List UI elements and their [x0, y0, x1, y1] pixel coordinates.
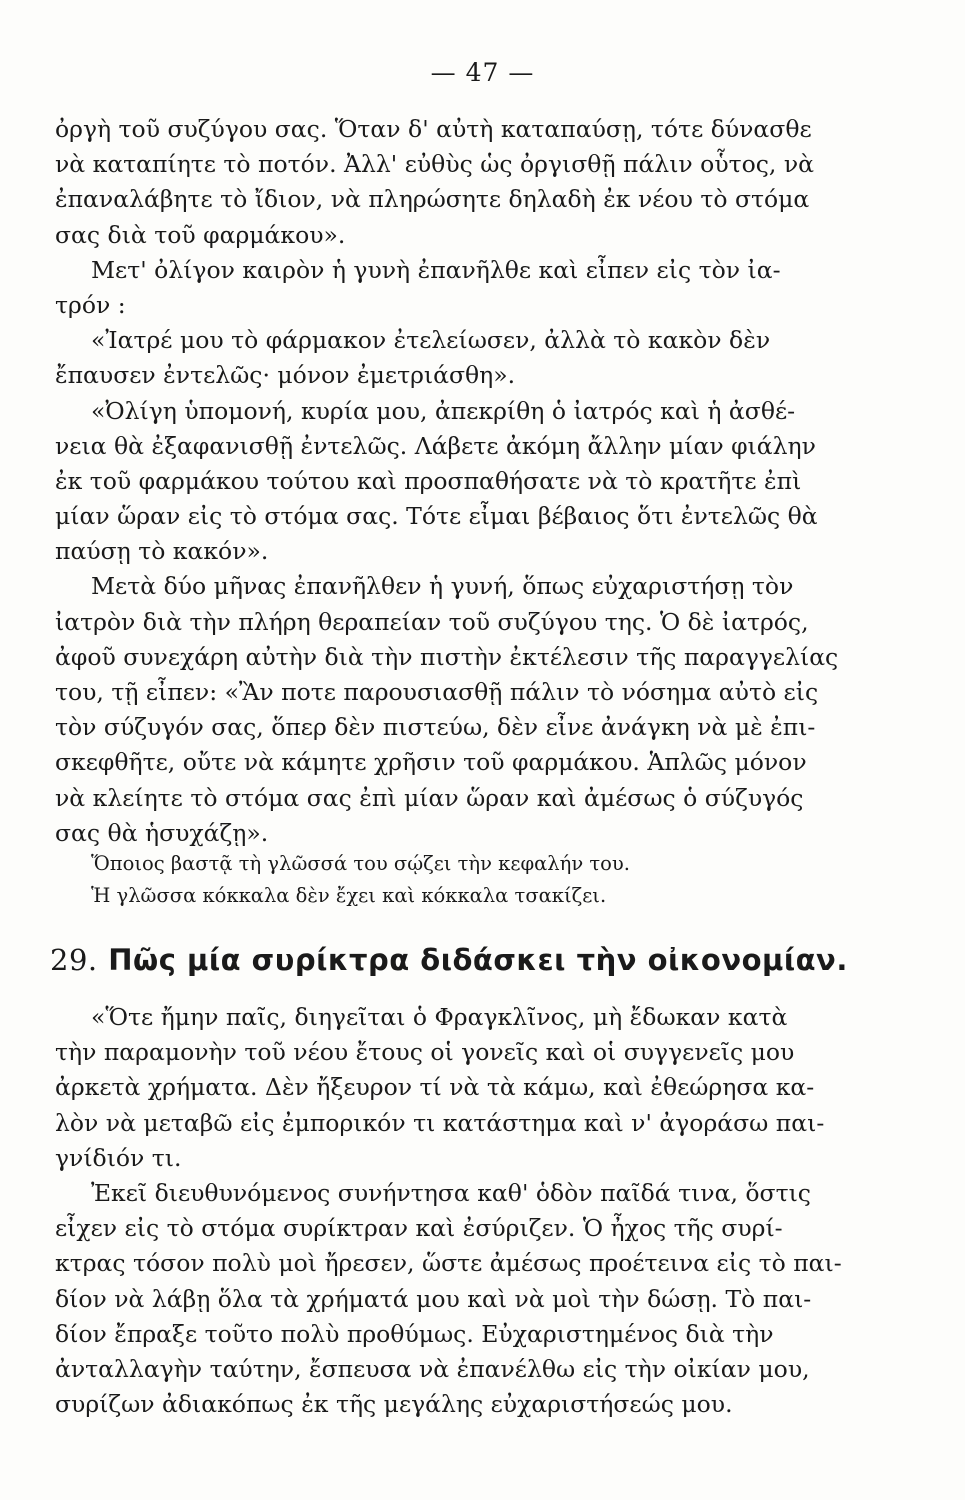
bottom-paragraphs — [55, 1000, 870, 1422]
text-line: Μετὰ δύο μῆνας ἐπανῆλθεν ἡ γυνή, ὅπως εὐχαριστήσῃ τὸν — [91, 572, 794, 601]
text-line: Ἐκεῖ διευθυνόμενος συνήντησα καθ' ὁδὸν παῖδά τινα, ὅστις — [91, 1178, 811, 1207]
proverb: Ἡ γλῶσσα κόκκαλα δὲν ἔχει καὶ κόκκαλα τσακίζει. — [91, 884, 607, 907]
text-line: ἀφοῦ συνεχάρη αὐτὴν διὰ τὴν πιστὴν ἐκτέλεσιν τῆς παραγγελίας — [55, 642, 839, 671]
text-line: «Ἰατρέ μου τὸ φάρμακον ἐτελείωσεν, ἀλλὰ τὸ κακὸν δὲν — [91, 326, 771, 355]
text-line: ἔπαυσεν ἐντελῶς· μόνον ἐμετριάσθη». — [55, 361, 516, 390]
text-line: γνίδιόν τι. — [55, 1143, 182, 1172]
text-line: δίον ἔπραξε τοῦτο πολὺ προθύμως. Εὐχαριστημένος διὰ τὴν — [55, 1319, 774, 1348]
text-line: παύσῃ τὸ κακόν». — [55, 537, 269, 566]
text-line: ἐκ τοῦ φαρμάκου τούτου καὶ προσπαθήσατε νὰ τὸ κρατῆτε ἐπὶ — [55, 466, 802, 495]
text-line: λὸν νὰ μεταβῶ εἰς ἐμπορικόν τι κατάστημα καὶ ν' ἀγοράσω παι- — [55, 1108, 825, 1137]
text-line: «Ὀλίγη ὑπομονή, κυρία μου, ἀπεκρίθη ὁ ἰατρός καὶ ἡ ἀσθέ- — [91, 396, 796, 425]
text-line: νὰ καταπίητε τὸ ποτόν. Ἀλλ' εὐθὺς ὡς ὀργισθῇ πάλιν οὗτος, νὰ — [55, 150, 815, 179]
text-line: τὴν παραμονὴν τοῦ νέου ἔτους οἱ γονεῖς καὶ οἱ συγγενεῖς μου — [55, 1038, 795, 1067]
text-line: Μετ' ὀλίγον καιρὸν ἡ γυνὴ ἐπανῆλθε καὶ εἶπεν εἰς τὸν ἰα- — [91, 255, 781, 284]
text-line: νὰ κλείητε τὸ στόμα σας ἐπὶ μίαν ὥραν καὶ ἀμέσως ὁ σύζυγός — [55, 783, 804, 812]
text-line: ἐπαναλάβητε τὸ ἴδιον, νὰ πληρώσητε δηλαδὴ ἐκ νέου τὸ στόμα — [55, 185, 810, 214]
text-line: τὸν σύζυγόν σας, ὅπερ δὲν πιστεύω, δὲν εἶνε ἀνάγκη νὰ μὲ ἐπι- — [55, 713, 816, 742]
text-line: νεια θὰ ἐξαφανισθῇ ἐντελῶς. Λάβετε ἀκόμη ἄλλην μίαν φιάλην — [55, 431, 816, 460]
text-line: ἰατρὸν διὰ τὴν πλήρη θεραπείαν τοῦ συζύγου της. Ὁ δὲ ἰατρός, — [55, 607, 809, 636]
text-line: εἶχεν εἰς τὸ στόμα συρίκτραν καὶ ἐσύριζεν. Ὁ ἦχος τῆς συρί- — [55, 1214, 783, 1243]
top-paragraphs — [55, 112, 870, 851]
text-line: ἀρκετὰ χρήματα. Δὲν ἤξευρον τί νὰ τὰ κάμω, καὶ ἐθεώρησα κα- — [55, 1073, 815, 1102]
section-heading — [50, 938, 880, 982]
section-title: Πῶς μία συρίκτρα διδάσκει τὴν οἰκονομίαν. — [108, 943, 848, 977]
text-line: συρίζων ἀδιακόπως ἐκ τῆς μεγάλης εὐχαριστήσεώς μου. — [55, 1390, 733, 1419]
text-line: σκεφθῆτε, οὔτε νὰ κάμητε χρῆσιν τοῦ φαρμάκου. Ἁπλῶς μόνον — [55, 748, 807, 777]
text-line: κτρας τόσον πολὺ μοὶ ἤρεσεν, ὥστε ἀμέσως προέτεινα εἰς τὸ παι- — [55, 1249, 842, 1278]
page-number: — 47 — — [430, 58, 535, 87]
text-line: ἀνταλλαγὴν ταύτην, ἔσπευσα νὰ ἐπανέλθω εἰς τὴν οἰκίαν μου, — [55, 1354, 810, 1383]
text-line: του, τῇ εἶπεν: «Ἂν ποτε παρουσιασθῇ πάλιν τὸ νόσημα αὐτὸ εἰς — [55, 678, 819, 706]
proverbs — [55, 848, 870, 912]
text-line: τρόν : — [55, 290, 126, 319]
section-number: 29. — [50, 943, 98, 977]
text-line: σας θὰ ἡσυχάζῃ». — [55, 818, 269, 847]
text-line: δίον νὰ λάβῃ ὅλα τὰ χρήματά μου καὶ νὰ μοὶ τὴν δώσῃ. Τὸ παι- — [55, 1284, 812, 1313]
text-line: μίαν ὥραν εἰς τὸ στόμα σας. Τότε εἶμαι βέβαιος ὅτι ἐντελῶς θὰ — [55, 502, 818, 531]
text-line: σας διὰ τοῦ φαρμάκου». — [55, 220, 346, 249]
proverb: Ὅποιος βαστᾷ τὴ γλῶσσά του σῴζει τὴν κεφαλήν του. — [91, 852, 630, 875]
text-line: ὀργὴ τοῦ συζύγου σας. Ὅταν δ' αὐτὴ καταπαύσῃ, τότε δύνασθε — [55, 115, 812, 143]
text-line: «Ὅτε ἤμην παῖς, διηγεῖται ὁ Φραγκλῖνος, μὴ ἔδωκαν κατὰ — [91, 1003, 788, 1031]
